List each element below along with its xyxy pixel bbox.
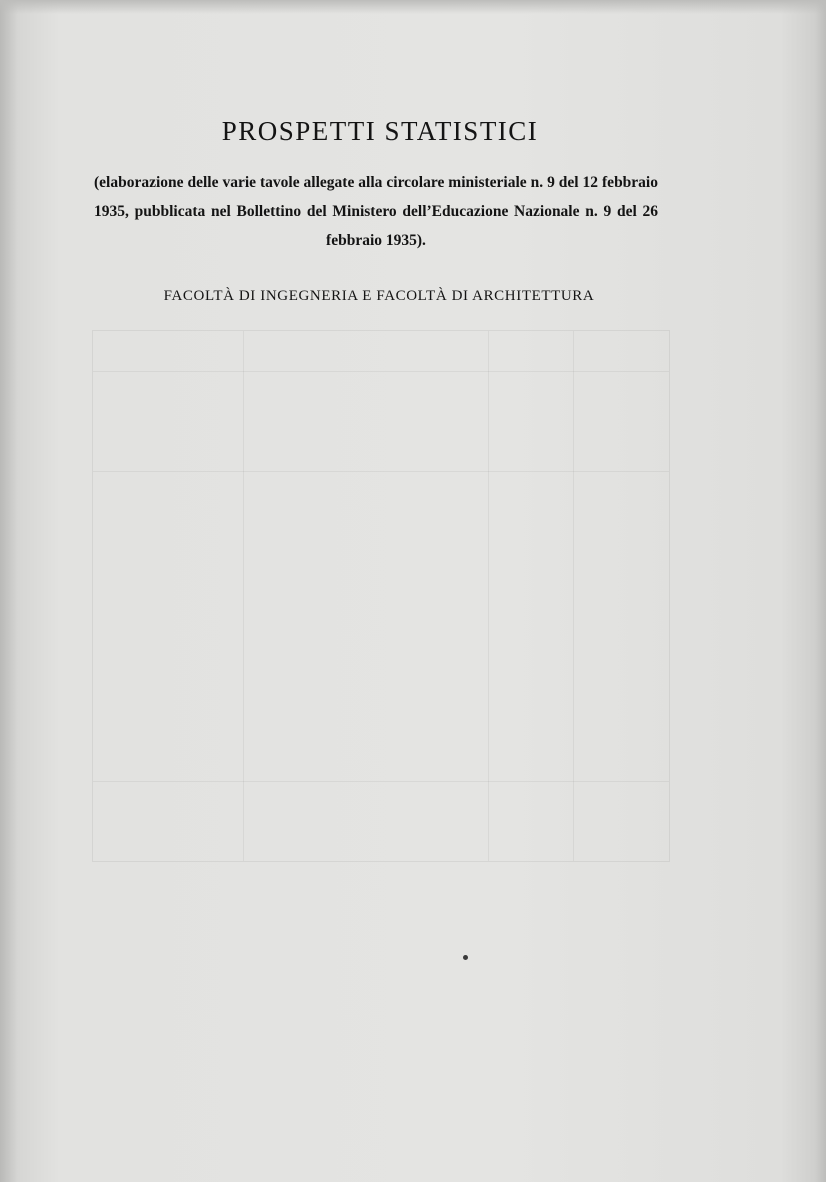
bleed-through-table — [92, 330, 670, 862]
ink-speck — [463, 955, 468, 960]
section-heading: FACOLTÀ DI INGEGNERIA E FACOLTÀ DI ARCHITETTURA — [163, 288, 595, 304]
page-title: PROSPETTI STATISTICI — [221, 116, 539, 146]
page-subtitle: (elaborazione delle varie tavole allegate alla circolare ministeriale n. 9 del 12 febbraio 1935, pubblicata nel Bollettino del Ministero dell’Educazione Nazionale n. 9 del 26 febbraio 1935). — [94, 174, 658, 249]
page-top-shadow — [0, 0, 826, 14]
